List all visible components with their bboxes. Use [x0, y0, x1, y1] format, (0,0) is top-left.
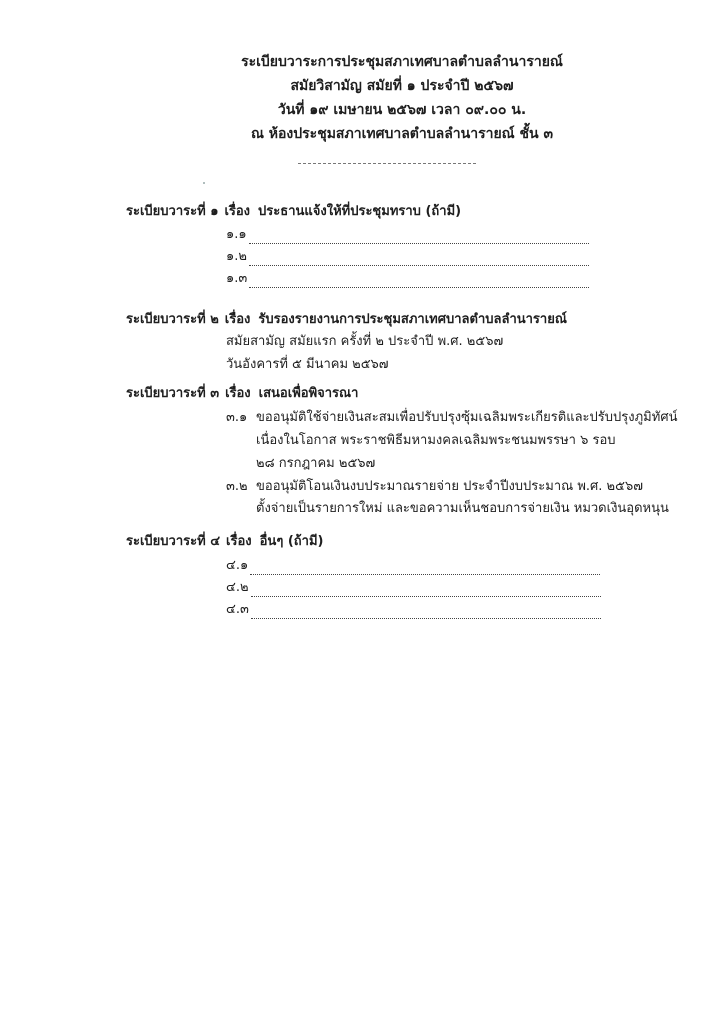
fill-line: [249, 231, 589, 244]
fill-line: [251, 606, 601, 619]
item-number: ๔.๑: [226, 558, 249, 573]
agenda-1-heading: [126, 203, 461, 221]
agenda-4-label: ระเบียบวาระที่ ๔: [126, 534, 221, 549]
agenda-4-heading: [126, 533, 323, 551]
header-venue: ณ ห้องประชุมสภาเทศบาลตำบลลำนารายณ์ ชั้น ๓: [250, 126, 554, 142]
header-session: สมัยวิสามัญ สมัยที่ ๑ ประจำปี ๒๕๖๗: [290, 78, 514, 94]
agenda-4-topic: อื่นๆ (ถ้ามี): [259, 534, 324, 549]
agenda-3-subitem-2-line-1: ขออนุมัติโอนเงินงบประมาณรายจ่าย ประจำปีงบประมาณ พ.ศ. ๒๕๖๗: [256, 479, 643, 494]
agenda-3-topic: เสนอเพื่อพิจารณา: [258, 386, 359, 401]
agenda-2-label: ระเบียบวาระที่ ๒: [126, 312, 219, 327]
agenda-2-detail-1: สมัยสามัญ สมัยแรก ครั้งที่ ๒ ประจำปี พ.ศ. ๒๕๖๗: [226, 334, 504, 349]
agenda-2-topic: รับรองรายงานการประชุมสภาเทศบาลตำบลลำนารายณ์: [258, 312, 567, 327]
agenda-1-item-2: [226, 248, 589, 266]
fill-line: [251, 584, 601, 597]
agenda-3-heading: [126, 385, 358, 403]
agenda-4-topic-word: เรื่อง: [226, 534, 252, 549]
header-date-time: วันที่ ๑๙ เมษายน ๒๕๖๗ เวลา ๐๙.๐๐ น.: [277, 102, 527, 118]
agenda-3-subitem-1-line-3: ๒๘ กรกฎาคม ๒๕๖๗: [256, 456, 376, 471]
agenda-3-subitem-1-line-1: ขออนุมัติใช้จ่ายเงินสะสมเพื่อปรับปรุงซุ้มเฉลิมพระเกียรติและปรับปรุงภูมิทัศน์: [256, 410, 678, 425]
agenda-3-label: ระเบียบวาระที่ ๓: [126, 386, 220, 401]
agenda-3-subitem-1-line-2: เนื่องในโอกาส พระราชพิธีมหามงคลเฉลิมพระชนมพรรษา ๖ รอบ: [256, 433, 616, 448]
agenda-4-item-2: [226, 579, 601, 597]
agenda-4-item-1: [226, 557, 600, 575]
agenda-2-heading: [126, 311, 567, 329]
agenda-1-label: ระเบียบวาระที่ ๑: [126, 204, 219, 219]
agenda-1-item-3: [226, 270, 589, 288]
agenda-3-subitem-1-number: ๓.๑: [226, 410, 248, 425]
agenda-3-subitem-2-number: ๓.๒: [226, 479, 248, 494]
item-number: ๑.๒: [226, 249, 247, 264]
agenda-1-item-1: [226, 226, 589, 244]
item-number: ๔.๓: [226, 602, 249, 617]
scan-speck: [203, 182, 205, 184]
header-divider: [298, 163, 476, 164]
fill-line: [250, 562, 600, 575]
agenda-1-topic: ประธานแจ้งให้ที่ประชุมทราบ (ถ้ามี): [258, 204, 462, 219]
agenda-4-item-3: [226, 601, 601, 619]
agenda-2-topic-word: เรื่อง: [224, 312, 251, 327]
fill-line: [249, 275, 589, 288]
fill-line: [249, 253, 589, 266]
item-number: ๑.๑: [226, 227, 247, 242]
agenda-2-detail-2: วันอังคารที่ ๕ มีนาคม ๒๕๖๗: [226, 357, 389, 372]
agenda-1-topic-word: เรื่อง: [224, 204, 251, 219]
agenda-3-subitem-2-line-2: ตั้งจ่ายเป็นรายการใหม่ และขอความเห็นชอบการจ่ายเงิน หมวดเงินอุดหนุน: [256, 501, 669, 516]
header-title: ระเบียบวาระการประชุมสภาเทศบาลตำบลลำนารายณ์: [241, 54, 563, 70]
item-number: ๑.๓: [226, 271, 248, 286]
agenda-3-topic-word: เรื่อง: [225, 386, 251, 401]
item-number: ๔.๒: [226, 580, 249, 595]
